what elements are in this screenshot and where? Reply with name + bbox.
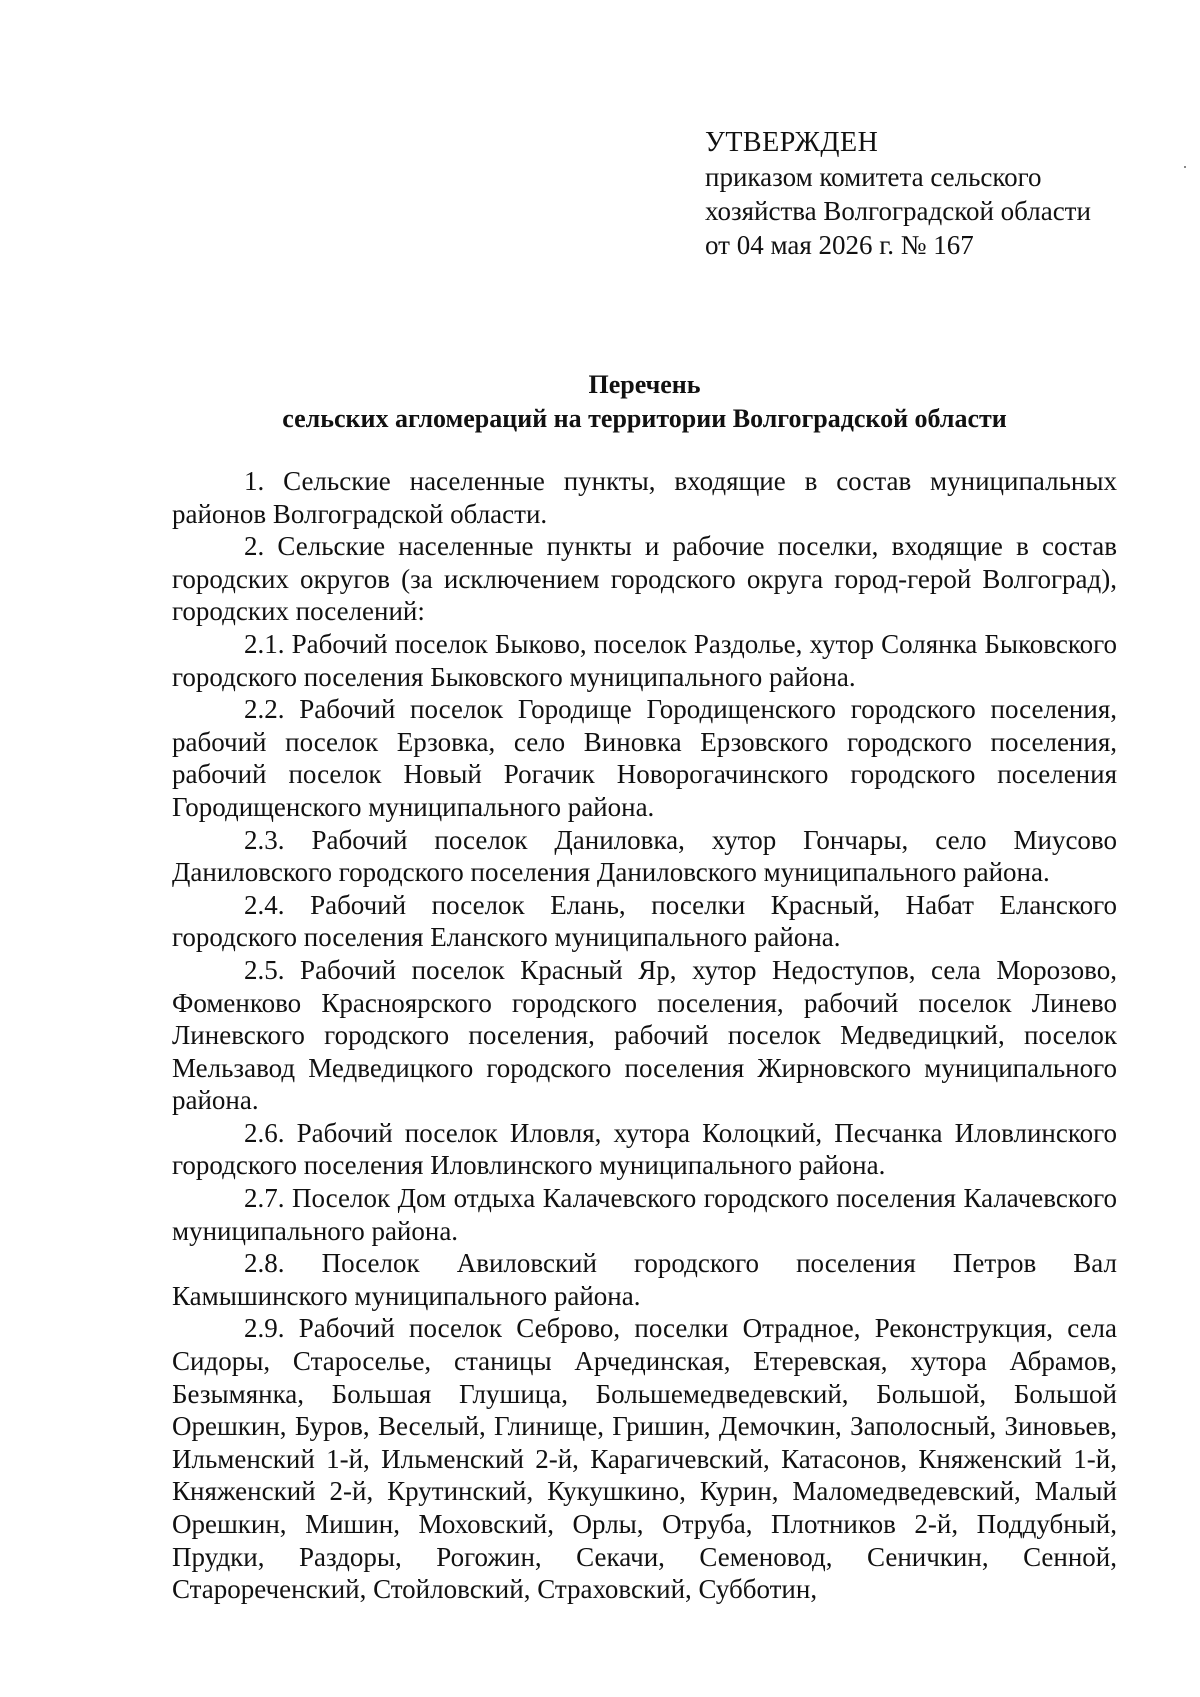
paragraph-2-1: 2.1. Рабочий поселок Быково, поселок Раздолье, хутор Солянка Быковского городского поселения Быковского муниципального района. bbox=[172, 628, 1117, 692]
paragraph-2-3: 2.3. Рабочий поселок Даниловка, хутор Гончары, село Миусово Даниловского городского поселения Даниловского муниципального района. bbox=[172, 824, 1117, 888]
paragraph-2-7: 2.7. Поселок Дом отдыха Калачевского городского поселения Калачевского муниципального района. bbox=[172, 1183, 1117, 1246]
paragraph-2-8: 2.8. Поселок Авиловский городского поселения Петров Вал Камышинского муниципального района. bbox=[172, 1248, 1117, 1311]
document-title bbox=[172, 368, 1117, 436]
title-subtitle: сельских агломераций на территории Волгоградской области bbox=[282, 404, 1007, 433]
approval-date-line: от 04 мая 2026 г. № 167 bbox=[705, 230, 974, 260]
paragraph-2-9: 2.9. Рабочий поселок Себрово, поселки Отрадное, Реконструкция, села Сидоры, Староселье, станицы Арчединская, Етеревская, хутора Абрамов, Безымянка, Большая Глушица, Большемедведевский, Большой, Большой Орешкин, Буров, Веселый, Глинище, Гришин, Демочкин, Заполосный, Зиновьев, Ильменский 1-й, Ильменский 2-й, Карагичевский, Катасонов, Княженский 1-й, Княженский 2-й, Крутинский, Кукушкино, Курин, Маломедведевский, Малый Орешкин, Мишин, Моховский, Орлы, Отруба, Плотников 2-й, Поддубный, Прудки, Раздоры, Рогожин, Секачи, Семеновод, Сеничкин, Сенной, Старореченский, Стойловский, Страховский, Субботин, bbox=[172, 1313, 1117, 1605]
paragraph-2-6: 2.6. Рабочий поселок Иловля, хутора Колоцкий, Песчанка Иловлинского городского поселения Иловлинского муниципального района. bbox=[172, 1117, 1117, 1181]
paragraph-1: 1. Сельские населенные пункты, входящие в состав муниципальных районов Волгоградской области. bbox=[172, 466, 1117, 529]
document-body bbox=[172, 465, 1117, 1606]
paragraph-2-2: 2.2. Рабочий поселок Городище Городищенского городского поселения, рабочий поселок Ерзовка, село Виновка Ерзовского городского поселения, рабочий поселок Новый Рогачик Новорогачинского городского поселения Городищенского муниципального района. bbox=[172, 694, 1117, 822]
scan-speck bbox=[1184, 166, 1186, 168]
paragraph-2: 2. Сельские населенные пункты и рабочие поселки, входящие в состав городских округов (за исключением городского округа город-герой Волгоград), городских поселений: bbox=[172, 531, 1117, 627]
approval-order-line: приказом комитета сельского bbox=[705, 162, 1042, 192]
title-main: Перечень bbox=[588, 370, 701, 399]
paragraph-2-4: 2.4. Рабочий поселок Елань, поселки Красный, Набат Еланского городского поселения Еланского муниципального района. bbox=[172, 889, 1117, 953]
approval-authority-line: хозяйства Волгоградской области bbox=[705, 196, 1091, 226]
paragraph-2-5: 2.5. Рабочий поселок Красный Яр, хутор Недоступов, села Морозово, Фоменково Краснoярского городского поселения, рабочий поселок Линево Линевского городского поселения, рабочий поселок Медведицкий, поселок Мельзавод Медведицкого городского поселения Жирновского муниципального района. bbox=[172, 954, 1117, 1116]
approval-heading: УТВЕРЖДЕН bbox=[705, 127, 879, 158]
approval-stamp bbox=[705, 126, 1125, 262]
